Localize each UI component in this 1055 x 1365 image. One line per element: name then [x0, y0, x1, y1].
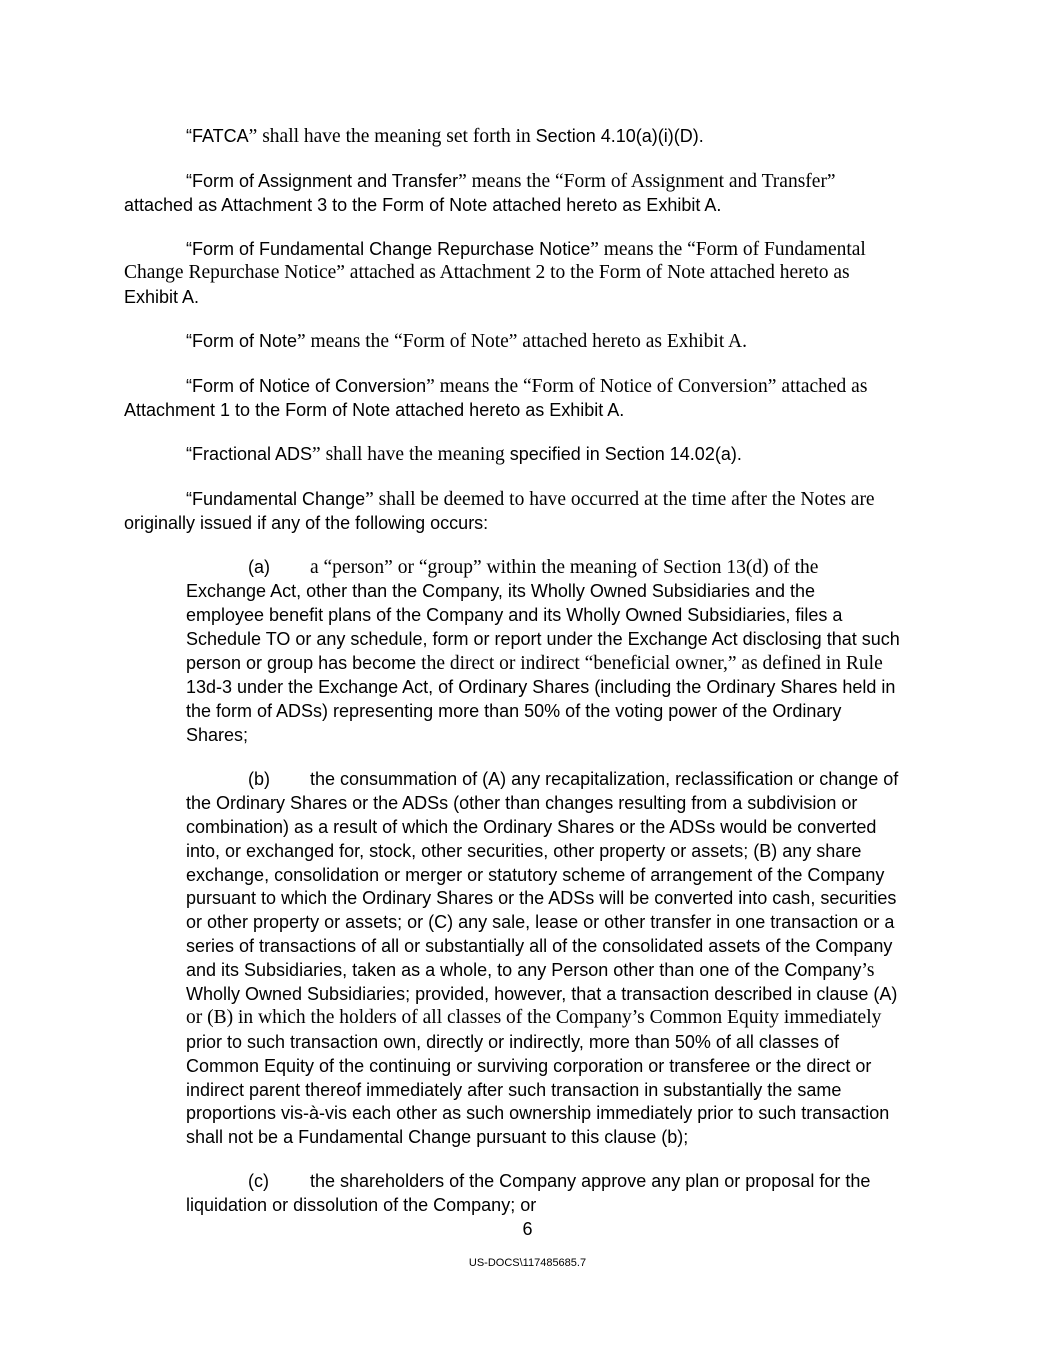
term-form-of-assignment: “Form of Assignment and Transfer [186, 171, 459, 191]
clause-line: or (B) in which the holders of all classes of the Company’s Common Equity immediately [186, 1007, 882, 1028]
clause-line: exchange, consolidation or merger or statutory scheme of arrangement of the Company [186, 865, 885, 885]
page-number: 6 [522, 1219, 533, 1239]
definition-line: attached as Attachment 3 to the Form of Note attached hereto as Exhibit A. [124, 195, 722, 215]
term-fundamental-change: “Fundamental Change [186, 489, 366, 509]
clause-line: liquidation or dissolution of the Company; or [186, 1195, 537, 1215]
definition-fractional-ads: “Fractional ADS” shall have the meaning specified in Section 14.02(a). [186, 444, 742, 465]
term-form-of-note: “Form of Note [186, 331, 298, 351]
clause-line: series of transactions of all or substantially all of the consolidated assets of the Company [186, 936, 893, 956]
clause-line: the Ordinary Shares or the ADSs (other than changes resulting from a subdivision or [186, 793, 858, 813]
document-id: US-DOCS\117485685.7 [468, 1257, 587, 1269]
term-form-of-fundamental-change-notice: “Form of Fundamental Change Repurchase Notice [186, 239, 591, 259]
clause-line: into, or exchanged for, stock, other securities, other property or assets; (B) any share [186, 841, 862, 861]
clause-line: and its Subsidiaries, taken as a whole, to any Person other than one of the Company’s [186, 960, 875, 981]
clause-b-label: (b) [248, 769, 270, 789]
clause-line: combination) as a result of which the Ordinary Shares or the ADSs would be converted [186, 817, 877, 837]
definition-fatca: “FATCA” shall have the meaning set forth in Section 4.10(a)(i)(D). [186, 126, 704, 147]
definition-form-of-notice-of-conversion: “Form of Notice of Conversion” means the “Form of Notice of Conversion” attached as [186, 376, 868, 397]
clause-line: Wholly Owned Subsidiaries; provided, however, that a transaction described in clause (A) [186, 984, 898, 1004]
clause-line: prior to such transaction own, directly or indirectly, more than 50% of all classes of [186, 1032, 839, 1052]
term-fractional-ads: “Fractional ADS [186, 444, 313, 464]
definition-line: originally issued if any of the following occurs: [124, 513, 489, 533]
clause-line: shall not be a Fundamental Change pursuant to this clause (b); [186, 1127, 689, 1147]
clause-line: 13d-3 under the Exchange Act, of Ordinary Shares (including the Ordinary Shares held in [186, 677, 896, 697]
definition-form-of-assignment: “Form of Assignment and Transfer” means the “Form of Assignment and Transfer” [186, 171, 836, 192]
clause-line: employee benefit plans of the Company and its Wholly Owned Subsidiaries, files a [186, 605, 843, 625]
clause-a: (a) a “person” or “group” within the meaning of Section 13(d) of the [248, 557, 819, 578]
clause-line: proportions vis-à-vis each other as such ownership immediately prior to such transaction [186, 1103, 890, 1123]
definition-line: Attachment 1 to the Form of Note attached hereto as Exhibit A. [124, 400, 625, 420]
clause-line: indirect parent thereof immediately after such transaction in substantially the same [186, 1080, 842, 1100]
definition-form-of-note: “Form of Note” means the “Form of Note” attached hereto as Exhibit A. [186, 331, 748, 352]
definition-line: Change Repurchase Notice” attached as Attachment 2 to the Form of Note attached hereto as [124, 262, 850, 283]
clause-a-label: (a) [248, 557, 270, 577]
clause-line: or other property or assets; or (C) any sale, lease or other transfer in one transaction or a [186, 912, 895, 932]
term-fatca: “FATCA [186, 126, 249, 146]
clause-line: the form of ADSs) representing more than 50% of the voting power of the Ordinary [186, 701, 842, 721]
clause-line: Common Equity of the continuing or surviving corporation or transferee or the direct or [186, 1056, 872, 1076]
clause-line: Exchange Act, other than the Company, its Wholly Owned Subsidiaries and the [186, 581, 816, 601]
clause-c: (c) the shareholders of the Company approve any plan or proposal for the [248, 1171, 871, 1191]
clause-b: (b) the consummation of (A) any recapitalization, reclassification or change of [248, 769, 899, 789]
clause-line: Shares; [186, 725, 249, 745]
definition-form-of-fundamental-change-notice: “Form of Fundamental Change Repurchase Notice” means the “Form of Fundamental [186, 239, 866, 260]
clause-line: pursuant to which the Ordinary Shares or the ADSs will be converted into cash, securities [186, 888, 897, 908]
definition-line: Exhibit A. [124, 287, 200, 307]
definition-fundamental-change: “Fundamental Change” shall be deemed to have occurred at the time after the Notes are [186, 489, 875, 510]
clause-line: Schedule TO or any schedule, form or report under the Exchange Act disclosing that such [186, 629, 900, 649]
clause-c-label: (c) [248, 1171, 269, 1191]
term-form-of-notice-of-conversion: “Form of Notice of Conversion [186, 376, 427, 396]
clause-line: person or group has become the direct or indirect “beneficial owner,” as defined in Rule [186, 653, 883, 674]
